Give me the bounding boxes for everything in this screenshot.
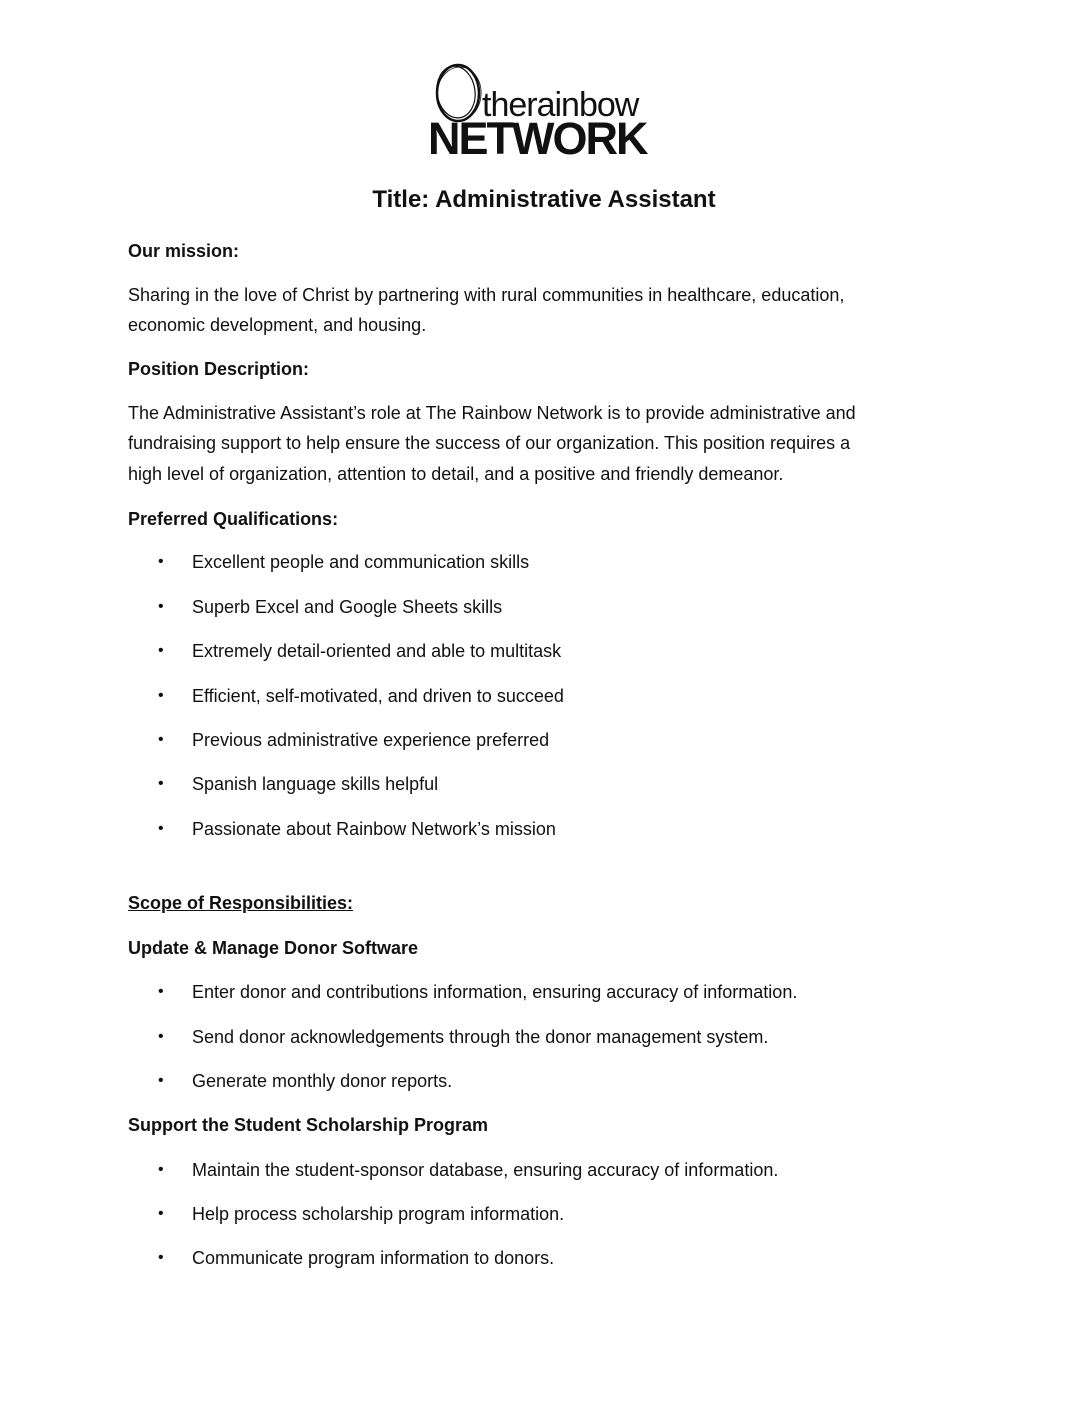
position-heading: Position Description:: [128, 359, 310, 379]
list-item-text: Extremely detail-oriented and able to multitask: [192, 641, 562, 661]
list-item: [158, 980, 797, 1004]
list-item-text: Send donor acknowledgements through the donor management system.: [192, 1027, 769, 1047]
list-item: [158, 684, 564, 708]
mission-line-2: economic development, and housing.: [128, 315, 427, 335]
list-item: [158, 595, 502, 619]
list-item: [158, 728, 549, 752]
bullet-icon: •: [158, 1249, 164, 1266]
document-title: Title: Administrative Assistant: [372, 186, 716, 213]
mission-line-1: Sharing in the love of Christ by partnering with rural communities in healthcare, education,: [128, 285, 845, 305]
mission-heading: Our mission:: [128, 241, 240, 261]
list-item: [158, 639, 561, 663]
logo-text-the-rainbow: therainbow: [482, 86, 639, 124]
list-item-text: Efficient, self-motivated, and driven to succeed: [192, 686, 564, 706]
bullet-icon: •: [158, 553, 164, 570]
bullet-icon: •: [158, 1072, 164, 1089]
bullet-icon: •: [158, 731, 164, 748]
list-item-text: Superb Excel and Google Sheets skills: [192, 597, 503, 617]
position-line-3: high level of organization, attention to detail, and a positive and friendly demeanor.: [128, 464, 784, 484]
donor-software-heading: Update & Manage Donor Software: [128, 938, 419, 958]
logo-text-network: NETWORK: [428, 113, 647, 164]
list-item-text: Generate monthly donor reports.: [192, 1071, 453, 1091]
list-item-text: Excellent people and communication skills: [192, 552, 530, 572]
bullet-icon: •: [158, 983, 164, 1000]
bullet-icon: •: [158, 1028, 164, 1045]
list-item-text: Maintain the student-sponsor database, ensuring accuracy of information.: [192, 1160, 779, 1180]
rainbow-network-logo: [428, 60, 658, 164]
scholarship-heading: Support the Student Scholarship Program: [128, 1115, 489, 1135]
list-item: [158, 1069, 452, 1093]
position-line-2: fundraising support to help ensure the success of our organization. This position requires a: [128, 433, 851, 453]
list-item-text: Spanish language skills helpful: [192, 774, 439, 794]
bullet-icon: •: [158, 775, 164, 792]
bullet-icon: •: [158, 687, 164, 704]
list-item: [158, 1202, 564, 1226]
list-item: [158, 1246, 554, 1270]
scope-heading: Scope of Responsibilities:: [128, 893, 354, 913]
list-item: [158, 550, 529, 574]
list-item: [158, 772, 438, 796]
list-item-text: Passionate about Rainbow Network’s mission: [192, 819, 556, 839]
bullet-icon: •: [158, 642, 164, 659]
list-item-text: Previous administrative experience preferred: [192, 730, 550, 750]
list-item-text: Enter donor and contributions information, ensuring accuracy of information.: [192, 982, 798, 1002]
qualifications-heading: Preferred Qualifications:: [128, 509, 339, 529]
bullet-icon: •: [158, 598, 164, 615]
bullet-icon: •: [158, 1205, 164, 1222]
list-item: [158, 1025, 768, 1049]
position-line-1: The Administrative Assistant’s role at The Rainbow Network is to provide administrative and: [128, 403, 856, 423]
bullet-icon: •: [158, 1161, 164, 1178]
list-item: [158, 817, 556, 841]
list-item-text: Help process scholarship program information.: [192, 1204, 565, 1224]
list-item-text: Communicate program information to donors.: [192, 1248, 555, 1268]
list-item: [158, 1158, 778, 1182]
bullet-icon: •: [158, 820, 164, 837]
